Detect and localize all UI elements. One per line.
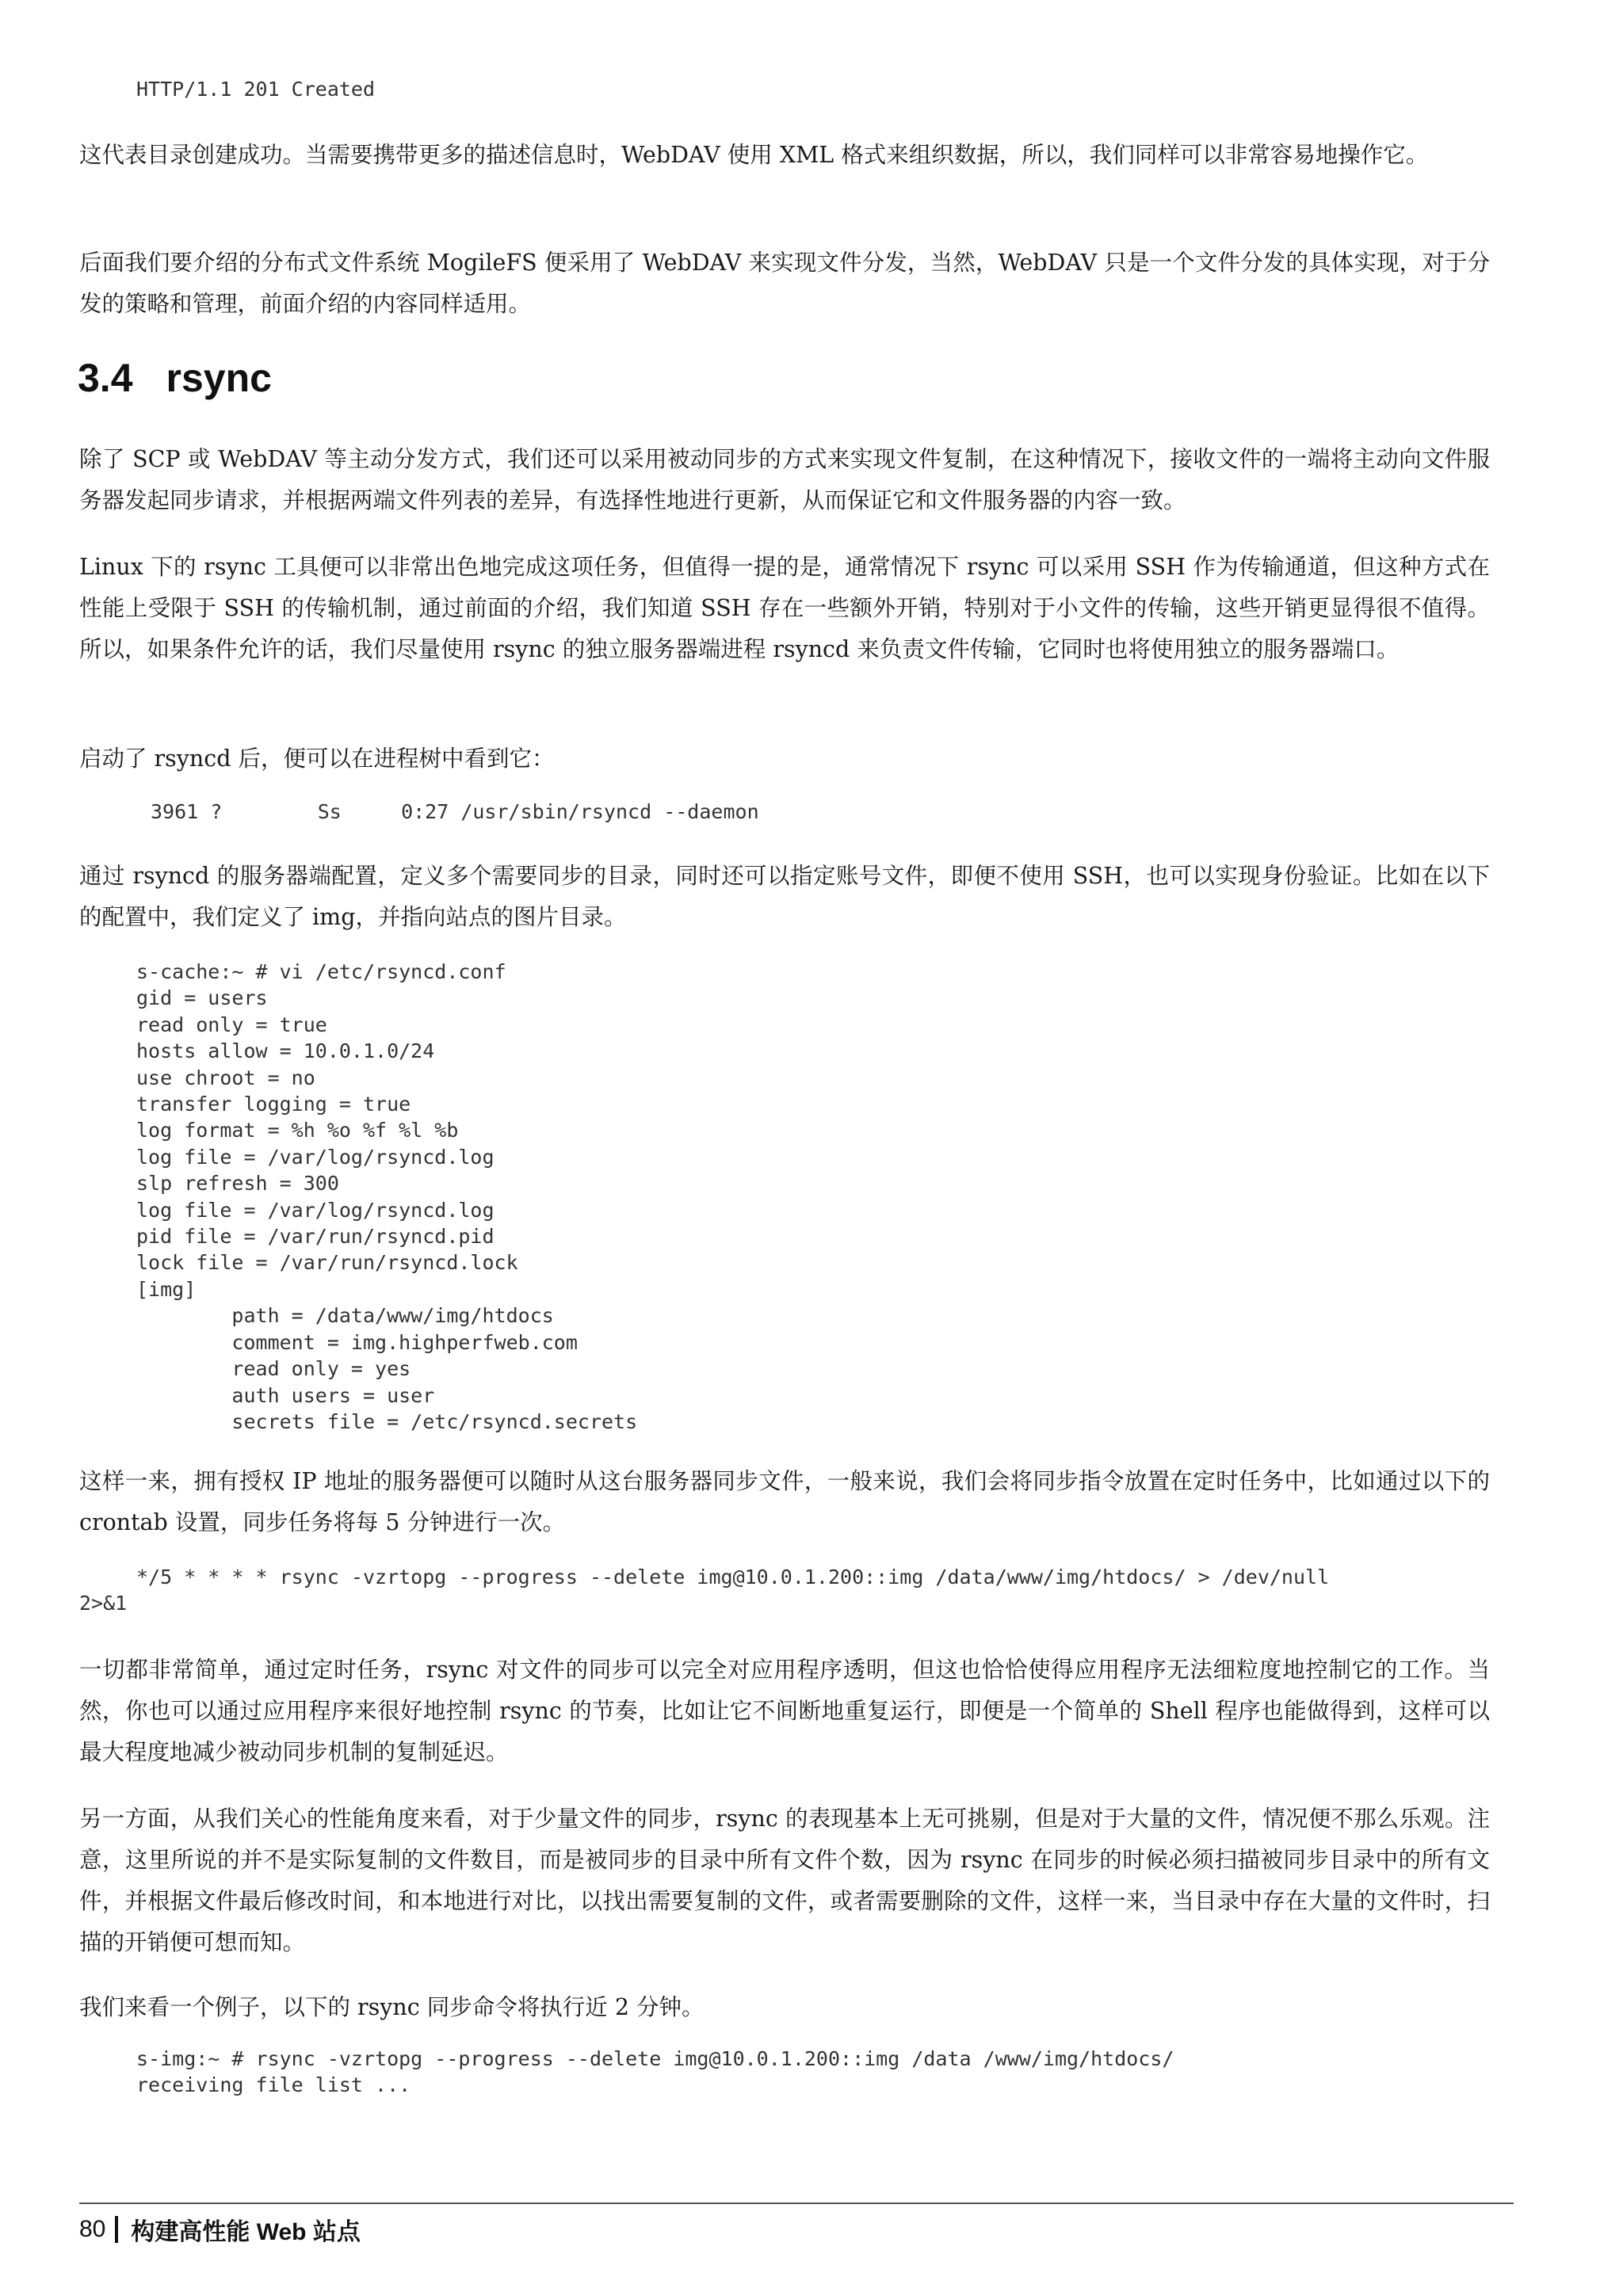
footer-rule (79, 2203, 1514, 2204)
page-number: 80 (79, 2216, 106, 2242)
code-process-tree (151, 799, 759, 825)
code-line: */5 * * * * rsync -vzrtopg --progress --delete img@10.0.1.200::img /data/www/img/htdocs/ > /dev/null (136, 1566, 1330, 1589)
section-title: rsync (166, 356, 272, 400)
code-line: log format = %h %o %f %l %b (136, 1119, 459, 1142)
paragraph-example: 我们来看一个例子，以下的 rsync 同步命令将执行近 2 分钟。 (79, 1994, 705, 2020)
code-line: s-img:~ # rsync -vzrtopg --progress --delete img@10.0.1.200::img /data /www/img/htdocs/ (136, 2047, 1174, 2070)
paragraph-rsyncd-started: 启动了 rsyncd 后，便可以在进程树中看到它： (79, 746, 555, 772)
code-line: path = /data/www/img/htdocs (136, 1304, 554, 1328)
paragraph-crontab: 这样一来，拥有授权 IP 地址的服务器便可以随时从这台服务器同步文件，一般来说，我们会将同步指令放置在定时任务中，比如通过以下的 crontab 设置，同步任务将每 5 分钟进行一次。 (79, 1468, 1490, 1535)
page-footer (79, 2212, 361, 2247)
code-line: [img] (136, 1277, 197, 1301)
code-line: log file = /var/log/rsyncd.log (136, 1145, 495, 1169)
code-line: log file = /var/log/rsyncd.log (136, 1198, 495, 1222)
code-line: transfer logging = true (136, 1093, 411, 1116)
paragraph-webdav-xml: 这代表目录创建成功。当需要携带更多的描述信息时，WebDAV 使用 XML 格式来组织数据，所以，我们同样可以非常容易地操作它。 (79, 142, 1429, 168)
paragraph-rsync-ssh: Linux 下的 rsync 工具便可以非常出色地完成这项任务，但值得一提的是，通常情况下 rsync 可以采用 SSH 作为传输通道，但这种方式在性能上受限于 SSH 的传输机制，通过前面的介绍，我们知道 SSH 存在一些额外开销，特别对于小文件的传输，这些开销更显得很不值得。所以，如果条件允许的话，我们尽量使用 rsync 的独立服务器端进程 rsyncd 来负责文件传输，它同时也将使用独立的服务器端口。 (79, 554, 1490, 662)
code-line: pid file = /var/run/rsyncd.pid (136, 1225, 495, 1249)
code-line: read only = yes (136, 1357, 411, 1381)
code-rsync-example (136, 2046, 1174, 2099)
section-number: 3.4 (78, 356, 133, 400)
code-line: hosts allow = 10.0.1.0/24 (136, 1039, 435, 1063)
code-line: HTTP/1.1 201 Created (136, 78, 376, 101)
book-title: 构建高性能 Web 站点 (131, 2219, 361, 2245)
paragraph-passive-sync: 除了 SCP 或 WebDAV 等主动分发方式，我们还可以采用被动同步的方式来实现文件复制，在这种情况下，接收文件的一端将主动向文件服务器发起同步请求，并根据两端文件列表的差异，有选择性地进行更新，从而保证它和文件服务器的内容一致。 (79, 446, 1490, 513)
code-line: 2>&1 (79, 1592, 128, 1615)
section-heading (78, 355, 272, 401)
code-line: read only = true (136, 1013, 327, 1036)
code-line: comment = img.highperfweb.com (136, 1330, 578, 1354)
code-line: use chroot = no (136, 1066, 315, 1089)
code-line: s-cache:~ # vi /etc/rsyncd.conf (136, 960, 506, 983)
code-line: 3961 ? Ss 0:27 /usr/sbin/rsyncd --daemon (151, 800, 759, 823)
code-rsyncd-conf (136, 959, 637, 1435)
paragraph-simple-timed-task: 一切都非常简单，通过定时任务，rsync 对文件的同步可以完全对应用程序透明，但这也恰恰使得应用程序无法细粒度地控制它的工作。当然，你也可以通过应用程序来很好地控制 rsync 的节奏，比如让它不间断地重复运行，即便是一个简单的 Shell 程序也能做得到，这样可以最大程度地减少被动同步机制的复制延迟。 (79, 1657, 1490, 1765)
paragraph-mogilefs: 后面我们要介绍的分布式文件系统 MogileFS 便采用了 WebDAV 来实现文件分发，当然，WebDAV 只是一个文件分发的具体实现，对于分发的策略和管理，前面介绍的内容同样适用。 (79, 250, 1490, 317)
footer-separator (115, 2216, 118, 2243)
code-line: lock file = /var/run/rsyncd.lock (136, 1251, 518, 1275)
code-line: receiving file list ... (136, 2073, 411, 2097)
code-line: slp refresh = 300 (136, 1172, 339, 1196)
code-crontab-entry (79, 1564, 1329, 1617)
code-http-response (136, 76, 375, 102)
code-line: gid = users (136, 986, 268, 1010)
code-line: auth users = user (136, 1383, 435, 1407)
paragraph-performance: 另一方面，从我们关心的性能角度来看，对于少量文件的同步，rsync 的表现基本上无可挑剔，但是对于大量的文件，情况便不那么乐观。注意，这里所说的并不是实际复制的文件数目，而是被同步的目录中所有文件个数，因为 rsync 在同步的时候必须扫描被同步目录中的所有文件，并根据文件最后修改时间，和本地进行对比，以找出需要复制的文件，或者需要删除的文件，这样一来，当目录中存在大量的文件时，扫描的开销便可想而知。 (79, 1806, 1490, 1955)
code-line: secrets file = /etc/rsyncd.secrets (136, 1409, 638, 1433)
paragraph-rsyncd-config: 通过 rsyncd 的服务器端配置，定义多个需要同步的目录，同时还可以指定账号文件，即便不使用 SSH，也可以实现身份验证。比如在以下的配置中，我们定义了 img，并指向站点的图片目录。 (79, 863, 1490, 930)
